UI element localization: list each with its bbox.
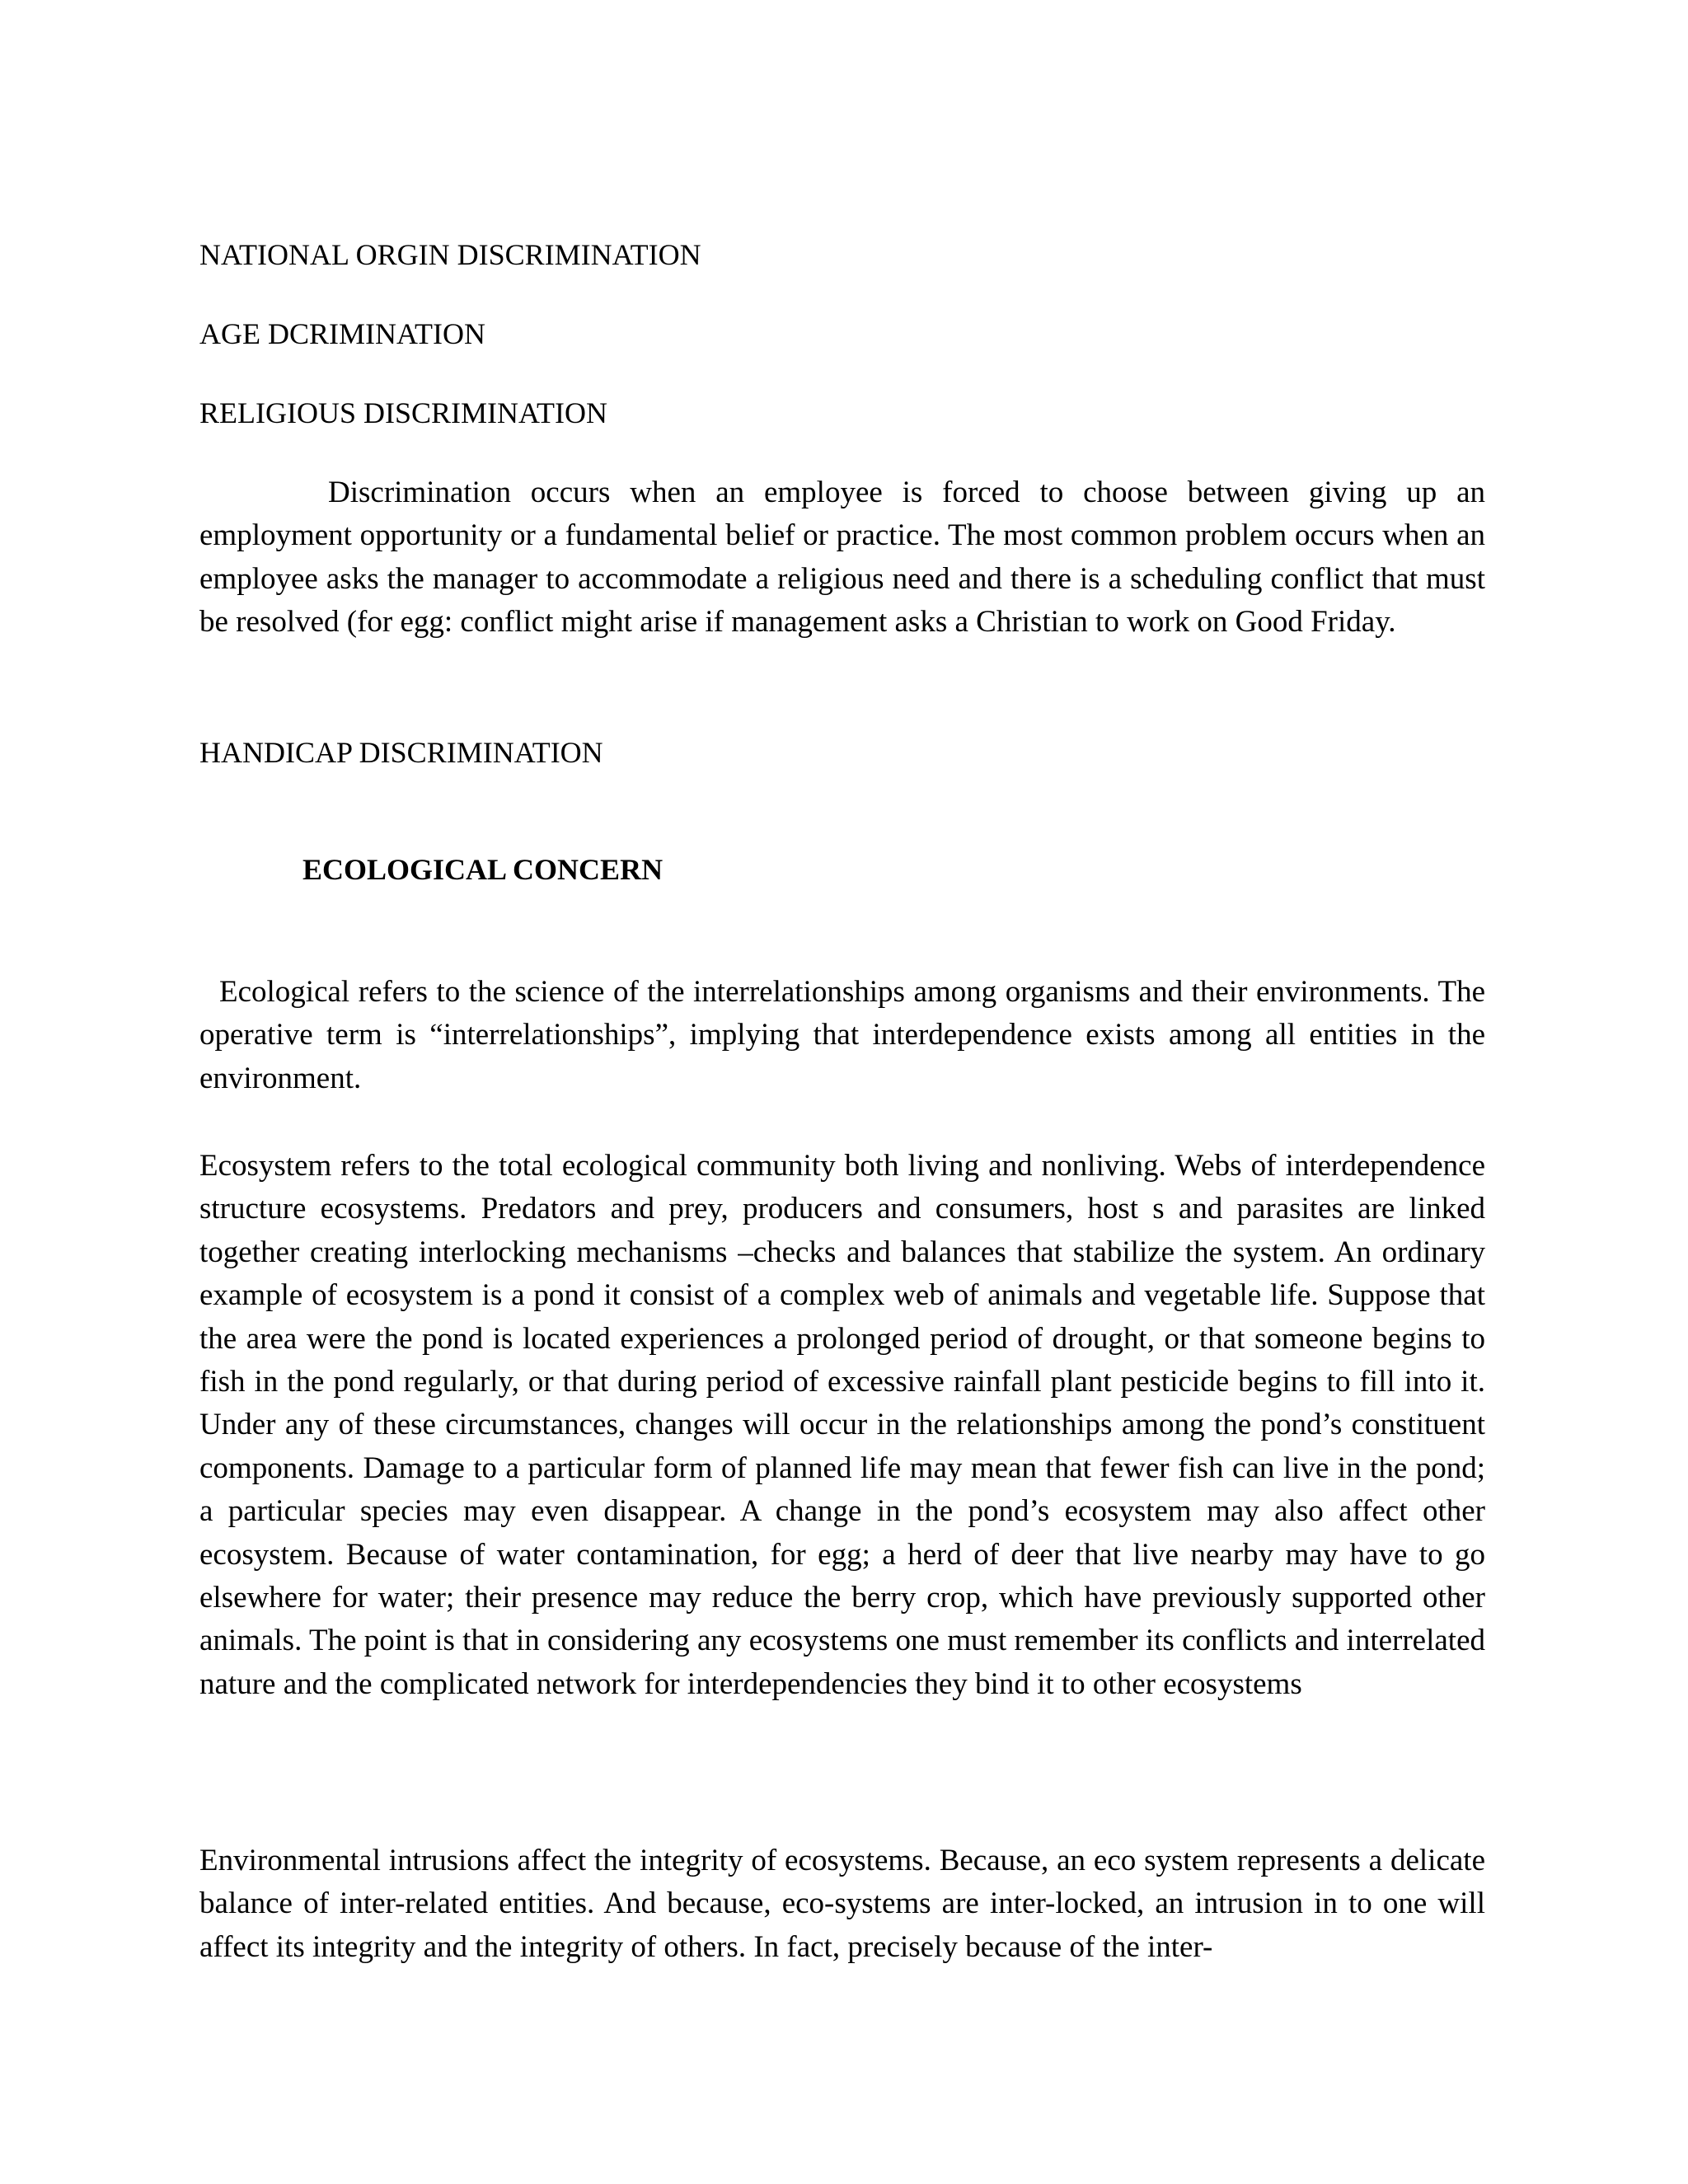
paragraph-religious-discrimination: Discrimination occurs when an employee is forced to choose between giving up an employment opportunity or a fundamental belief or practice. The most common problem occurs when an employee asks the manager to accommodate a religious need and there is a scheduling conflict that must be resolved (for egg: conflict might arise if management asks a Christian to work on Good Friday. <box>199 476 1485 640</box>
heading-age-discrimination: AGE DCRIMINATION <box>199 317 485 350</box>
heading-ecological-concern: ECOLOGICAL CONCERN <box>302 853 663 886</box>
paragraph-ecological-definition: Ecological refers to the science of the interrelationships among organisms and their environments. The operative term is “interrelationships”, implying that interdependence exists among all entities in the environment. <box>199 975 1485 1095</box>
heading-handicap-discrimination: HANDICAP DISCRIMINATION <box>199 736 603 769</box>
paragraph-ecosystem: Ecosystem refers to the total ecological community both living and nonliving. Webs of interdependence structure ecosystems. Predators and prey, producers and consumers, host s and parasites are linked together creating interlocking mechanisms –checks and balances that stabilize the system. An ordinary example of ecosystem is a pond it consist of a complex web of animals and vegetable life. Suppose that the area were the pond is located experiences a prolonged period of drought, or that someone begins to fish in the pond regularly, or that during period of excessive rainfall plant pesticide begins to fill into it. Under any of these circumstances, changes will occur in the relationships among the pond’s constituent components. Damage to a particular form of planned life may mean that fewer fish can live in the pond; a particular species may even disappear. A change in the pond’s ecosystem may also affect other ecosystem. Because of water contamination, for egg; a herd of deer that live nearby may have to go elsewhere for water; their presence may reduce the berry crop, which have previously supported other animals. The point is that in considering any ecosystems one must remember its conflicts and interrelated nature and the complicated network for interdependencies they bind it to other ecosystems <box>199 1149 1485 1701</box>
heading-national-origin-discrimination: NATIONAL ORGIN DISCRIMINATION <box>199 238 701 271</box>
heading-religious-discrimination: RELIGIOUS DISCRIMINATION <box>199 396 607 429</box>
paragraph-environmental-intrusions: Environmental intrusions affect the integrity of ecosystems. Because, an eco system represents a delicate balance of inter-related entities. And because, eco-systems are inter-locked, an intrusion in to one will affect its integrity and the integrity of others. In fact, precisely because of the inter- <box>199 1844 1485 1964</box>
